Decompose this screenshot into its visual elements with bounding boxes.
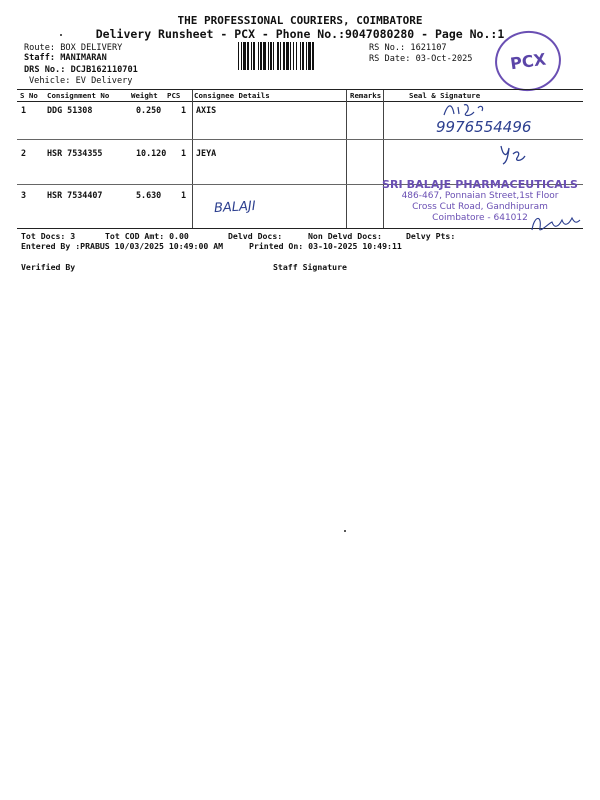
row3-sno: 3: [21, 190, 27, 200]
row1-pcs: 1: [181, 105, 187, 115]
staff-signature: Staff Signature: [273, 262, 347, 272]
pharmacy-address-line1: 486-467, Ponnaian Street,1st Floor: [401, 191, 559, 201]
total-docs: Tot Docs: 3: [21, 231, 76, 241]
scan-speck: [60, 34, 62, 36]
barcode-bar: [300, 42, 301, 70]
row-divider: [17, 139, 583, 140]
barcode-bar: [241, 42, 242, 70]
column-divider: [346, 90, 347, 228]
staff-label: Staff: MANIMARAN: [24, 53, 107, 63]
barcode-bar: [306, 42, 307, 70]
handwritten-name: BALAJI: [213, 198, 256, 217]
barcode-bar: [251, 42, 252, 70]
row1-consignment: DDG 51308: [47, 105, 93, 115]
barcode-bar: [308, 42, 311, 70]
barcode-bar: [268, 42, 269, 70]
route-label: Route: BOX DELIVERY: [24, 43, 123, 53]
column-divider: [192, 90, 193, 228]
stamp-signature: [528, 210, 582, 236]
row2-consignee: JEYA: [196, 148, 217, 158]
row3-weight: 5.630: [136, 190, 162, 200]
header-seal: Seal & Signature: [409, 91, 481, 100]
header-pcs: PCS: [167, 91, 181, 100]
pharmacy-address-line2: Cross Cut Road, Gandhipuram: [412, 202, 548, 212]
barcode-bar: [283, 42, 285, 70]
row2-consignment: HSR 7534355: [47, 148, 103, 158]
row2-sno: 2: [21, 148, 27, 158]
drs-number: DRS No.: DCJB162110701: [24, 65, 138, 75]
entered-by: Entered By :PRABUS 10/03/2025 10:49:00 AM: [21, 241, 224, 251]
barcode-bar: [260, 42, 262, 70]
header-weight: Weight: [131, 91, 158, 100]
barcode-bar: [253, 42, 255, 70]
handwritten-initials: [497, 142, 531, 166]
printed-on: Printed On: 03-10-2025 10:49:11: [249, 241, 402, 251]
header-sno: S No: [20, 91, 38, 100]
barcode-bar: [296, 42, 297, 70]
row2-weight: 10.120: [136, 148, 167, 158]
row2-pcs: 1: [181, 148, 187, 158]
barcode-bar: [312, 42, 314, 70]
barcode-bar: [286, 42, 289, 70]
rs-date: RS Date: 03-Oct-2025: [369, 54, 473, 64]
barcode-bar: [247, 42, 249, 70]
verified-by: Verified By: [21, 262, 76, 272]
barcode-bar: [238, 42, 239, 70]
barcode-bar: [258, 42, 259, 70]
barcode-bar: [263, 42, 266, 70]
header-consignee: Consignee Details: [194, 91, 270, 100]
pcx-stamp: PCX: [491, 27, 565, 96]
non-delivered-docs: Non Delvd Docs:: [308, 231, 382, 241]
barcode-bar: [277, 42, 279, 70]
header-remarks: Remarks: [350, 91, 382, 100]
rs-number: RS No.: 1621107: [369, 43, 447, 53]
barcode-bar: [280, 42, 281, 70]
barcode-bar: [293, 42, 294, 70]
barcode-bar: [302, 42, 304, 70]
pharmacy-address-line3: Coimbatore - 641012: [432, 213, 528, 223]
runsheet-subtitle: Delivery Runsheet - PCX - Phone No.:9047080280 - Page No.:1: [95, 27, 505, 41]
barcode-bar: [290, 42, 291, 70]
barcode-bar: [273, 42, 274, 70]
barcode: [238, 42, 364, 70]
delivered-docs: Delvd Docs:: [228, 231, 283, 241]
row1-weight: 0.250: [136, 105, 162, 115]
barcode-bar: [243, 42, 246, 70]
row3-consignment: HSR 7534407: [47, 190, 103, 200]
vehicle-label: Vehicle: EV Delivery: [29, 76, 133, 86]
scan-speck: [344, 530, 346, 532]
total-cod-amount: Tot COD Amt: 0.00: [105, 231, 189, 241]
delivery-points: Delvy Pts:: [406, 231, 456, 241]
handwritten-phone: 9976554496: [436, 118, 532, 136]
barcode-bar: [270, 42, 272, 70]
pharmacy-name: SRI BALAJE PHARMACEUTICALS: [381, 178, 579, 191]
row3-pcs: 1: [181, 190, 187, 200]
row1-sno: 1: [21, 105, 27, 115]
row1-consignee: AXIS: [196, 105, 217, 115]
header-consignment: Consignment No: [47, 91, 110, 100]
company-title: THE PROFESSIONAL COURIERS, COIMBATORE: [177, 14, 423, 27]
